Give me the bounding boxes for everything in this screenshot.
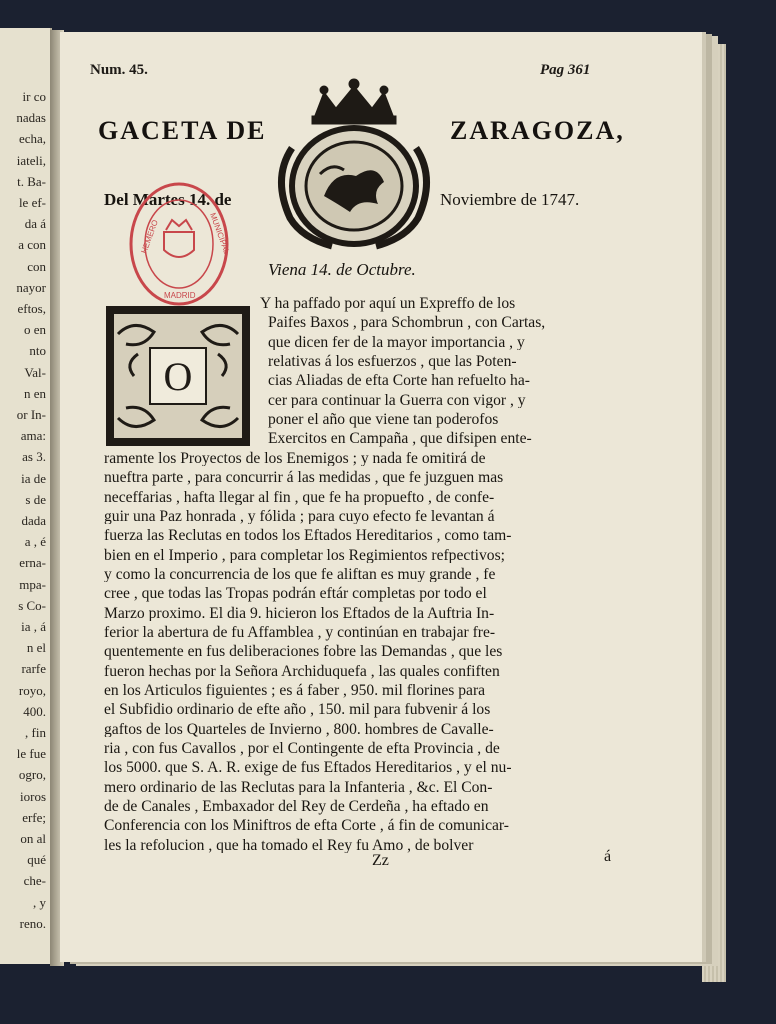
facing-page-fragment: t. Ba- bbox=[17, 173, 46, 189]
body-line: ramente los Proyectos de los Enemigos ; y nada fe omitirá de bbox=[104, 450, 486, 467]
catchword: á bbox=[604, 848, 612, 865]
date-right: Noviembre de 1747. bbox=[440, 190, 580, 209]
facing-page-fragment: ogro, bbox=[18, 767, 46, 783]
facing-page-fragment: dada bbox=[21, 513, 46, 528]
facing-page-fragment: a , é bbox=[24, 534, 46, 550]
body-line: cree , que todas las Tropas podrán eftár completas por todo el bbox=[104, 586, 487, 602]
svg-text:MADRID: MADRID bbox=[164, 291, 196, 300]
body-line: cias Aliadas de efta Corte han refuelto ha- bbox=[268, 373, 530, 389]
facing-page-fragment: eftos, bbox=[17, 301, 46, 316]
facing-page-fragment: a con bbox=[18, 237, 46, 253]
facing-page-fragment: as 3. bbox=[22, 449, 46, 465]
body-line: los 5000. que S. A. R. exige de fus Eftados Hereditarios , y el nu- bbox=[104, 760, 512, 776]
facing-page-fragment: iateli, bbox=[16, 152, 46, 168]
facing-page-fragment: erfe; bbox=[22, 809, 46, 825]
facing-page-fragment: ioros bbox=[20, 788, 46, 804]
body-line: de de Canales , Embaxador del Rey de Cerdeña , ha eftado en bbox=[104, 799, 489, 815]
facing-page-fragment: che- bbox=[23, 873, 46, 889]
facing-page-fragment: qué bbox=[27, 852, 46, 868]
facing-page-fragment: echa, bbox=[18, 131, 46, 147]
facing-page-fragment: nadas bbox=[16, 110, 46, 126]
page-number: Pag 361 bbox=[540, 62, 591, 78]
facing-page-fragment: s Co- bbox=[18, 597, 46, 613]
facing-page-fragment: nayor bbox=[16, 279, 46, 295]
body-line: relativas á los esfuerzos , que las Poten- bbox=[268, 354, 517, 370]
facing-page-fragment: reno. bbox=[19, 915, 46, 931]
facing-page-fragment: Val- bbox=[24, 364, 46, 380]
facing-page-fragment: n en bbox=[23, 385, 46, 401]
facing-page-fragment: royo, bbox=[18, 682, 46, 698]
body-line: en los Articulos figuientes ; es á faber , 950. mil florines para bbox=[104, 683, 486, 699]
body-line: les la refolucion , que ha tomado el Rey fu Amo , de bolver bbox=[104, 837, 474, 854]
body-line: Y ha paffado por aquí un Expreffo de los bbox=[260, 296, 516, 312]
decorated-initial bbox=[104, 304, 252, 448]
facing-page-fragment: , fin bbox=[25, 725, 46, 740]
library-stamp bbox=[126, 180, 232, 308]
facing-page-fragment: ia , á bbox=[21, 619, 46, 634]
svg-text:HEMERO: HEMERO bbox=[139, 218, 160, 255]
masthead-right: ZARAGOZA, bbox=[450, 116, 625, 145]
facing-page-fragment: ir co bbox=[22, 89, 46, 104]
issue-number: Num. 45. bbox=[90, 62, 148, 78]
body-line: que dicen fer de la mayor importancia , y bbox=[268, 334, 525, 351]
facing-page-fragment: 400. bbox=[23, 703, 46, 719]
facing-page bbox=[0, 28, 52, 964]
body-line: quentemente en fus deliberaciones fobre las Demandas , que les bbox=[104, 644, 503, 660]
body-line: el Subfidio ordinario de efte año , 150. mil para fubvenir á los bbox=[104, 702, 491, 718]
facing-page-fragment: ama: bbox=[20, 428, 46, 444]
body-line: guir una Paz honrada , y fólida ; para cuyo efecto fe levantan á bbox=[104, 508, 495, 525]
facing-page-fragment: rarfe bbox=[21, 661, 46, 677]
body-line: poner el año que viene tan poderofos bbox=[268, 412, 499, 428]
facing-page-fragment: mpa- bbox=[19, 576, 46, 592]
coat-of-arms-emblem bbox=[272, 78, 436, 250]
facing-page-fragment: le ef- bbox=[18, 195, 46, 210]
facing-page-fragment: con bbox=[27, 258, 46, 274]
svg-text:MUNICIPAL: MUNICIPAL bbox=[208, 211, 232, 256]
date-left: Del Martes 14. de bbox=[104, 190, 232, 209]
facing-page-fragment: erna- bbox=[19, 555, 46, 571]
facing-page-fragment: n el bbox=[26, 640, 46, 656]
body-line: nueftra parte , para concurrir á las medidas , que fe juzguen mas bbox=[104, 470, 504, 486]
body-line: fueron hechas por la Señora Archiduquefa , las quales confiften bbox=[104, 663, 500, 680]
facing-page-fragment: , y bbox=[33, 894, 46, 910]
initial-letter: O bbox=[163, 354, 193, 399]
body-line: mero ordinario de las Reclutas para la Infanteria , &c. El Con- bbox=[104, 779, 493, 796]
body-line: neceffarias , hafta llegar al fin , que fe ha propuefto , de confe- bbox=[104, 489, 495, 506]
facing-page-fragment: on al bbox=[20, 831, 46, 846]
body-line: Paifes Baxos , para Schombrun , con Cartas, bbox=[268, 315, 546, 331]
facing-page-fragment: ia de bbox=[21, 470, 46, 486]
body-line: Exercitos en Campaña , que difsipen ente- bbox=[268, 431, 532, 448]
masthead-left: GACETA DE bbox=[98, 116, 267, 145]
body-line: Marzo proximo. El dia 9. hicieron los Eftados de la Auftria In- bbox=[104, 605, 495, 622]
page-edges bbox=[702, 44, 726, 982]
facing-page-fragment: nto bbox=[29, 343, 46, 359]
body-line: ria , con fus Cavallos , por el Contingente de efta Provincia , de bbox=[104, 741, 500, 757]
body-line: gaftos de los Quarteles de Invierno , 800. hombres de Cavalle- bbox=[104, 721, 494, 738]
body-line: cer para continuar la Guerra con vigor , y bbox=[268, 392, 526, 409]
dateline: Viena 14. de Octubre. bbox=[268, 260, 416, 279]
signature-mark: Zz bbox=[372, 852, 389, 869]
body-line: y como la concurrencia de los que fe aliftan es muy grande , fe bbox=[104, 566, 496, 583]
body-line: fuerza las Reclutas en todos los Eftados Hereditarios , como tam- bbox=[104, 528, 512, 544]
facing-page-fragment: s de bbox=[25, 491, 46, 507]
body-line: ferior la abertura de fu Affamblea , y continúan en trabajar fre- bbox=[104, 624, 496, 641]
body-line: bien en el Imperio , para completar los Regimientos refpectivos; bbox=[104, 547, 505, 564]
facing-page-fragment: da á bbox=[24, 216, 46, 232]
facing-page-fragment: o en bbox=[23, 322, 46, 338]
facing-page-fragment: le fue bbox=[16, 746, 46, 762]
facing-page-fragment: or In- bbox=[16, 407, 46, 422]
body-line: Conferencia con los Miniftros de efta Corte , á fin de comunicar- bbox=[104, 818, 509, 835]
